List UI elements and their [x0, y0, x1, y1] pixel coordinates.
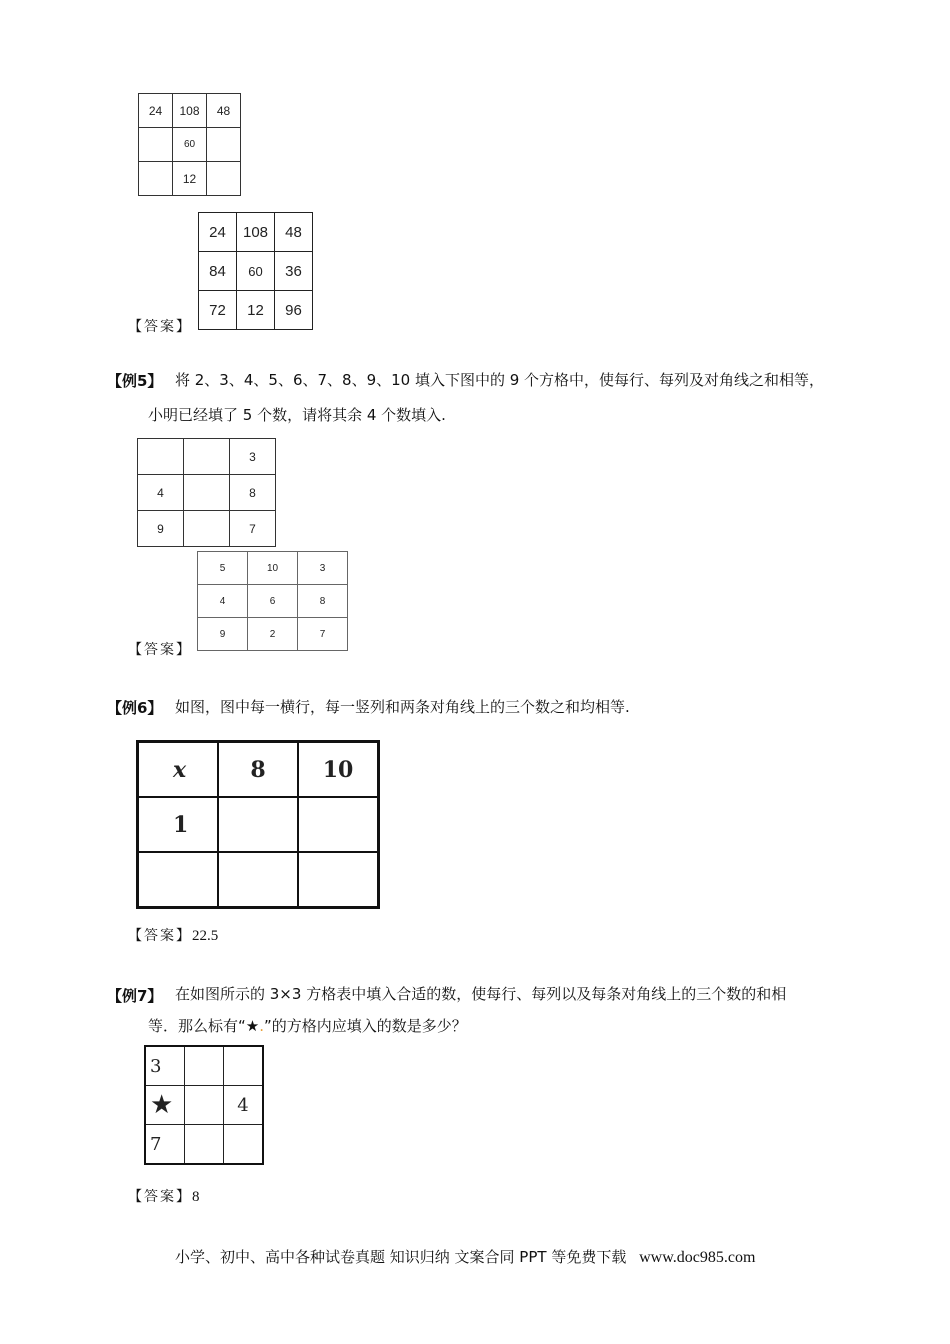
grid-cell: [139, 162, 173, 196]
answer-value: 22.5: [192, 928, 219, 944]
footer: [175, 1246, 755, 1267]
grid-cell: 4: [138, 475, 184, 511]
example7-grid: [144, 1045, 264, 1165]
grid-cell: [218, 852, 298, 908]
example5-label: 【例5】: [107, 372, 163, 390]
grid-cell: 10: [298, 742, 379, 798]
grid-cell-star: [145, 1086, 185, 1125]
grid-cell: [139, 128, 173, 162]
grid-cell: [224, 1125, 264, 1165]
grid-cell: 3: [230, 439, 276, 475]
footer-text: 小学、初中、高中各种试卷真题 知识归纳 文案合同 PPT 等免费下载: [175, 1248, 627, 1266]
answer-label: 【答案】: [128, 642, 192, 658]
grid-cell: 24: [199, 213, 237, 252]
grid-cell: 60: [173, 128, 207, 162]
grid-cell: 7: [230, 511, 276, 547]
example6-text: 如图，图中每一横行，每一竖列和两条对角线上的三个数之和均相等.: [175, 698, 630, 716]
grid-cell: 7: [298, 618, 348, 651]
grid-cell: 108: [237, 213, 275, 252]
grid-cell: [207, 162, 241, 196]
grid-cell: [185, 1046, 224, 1086]
grid-cell: 7: [145, 1125, 185, 1165]
example7-label: 【例7】: [107, 987, 163, 1005]
footer-url[interactable]: www.doc985.com: [639, 1249, 756, 1266]
example5-answer-grid: [197, 551, 348, 651]
grid-cell: 108: [173, 94, 207, 128]
grid-cell: [185, 1125, 224, 1165]
example7-text-line1: 在如图所示的 3×3 方格表中填入合适的数，使每行、每列以及每条对角线上的三个数的和相: [175, 985, 787, 1003]
grid-cell: 48: [275, 213, 313, 252]
grid-cell: [224, 1046, 264, 1086]
grid-cell: 4: [198, 585, 248, 618]
grid-cell-x: x: [138, 742, 219, 798]
example6-answer: [128, 925, 218, 945]
example5-question: [175, 365, 885, 395]
grid-cell: 84: [199, 252, 237, 291]
grid-cell: 8: [218, 742, 298, 798]
grid-cell: 72: [199, 291, 237, 330]
grid-cell: [185, 1086, 224, 1125]
grid-cell: [184, 475, 230, 511]
answer-value: 8: [192, 1189, 200, 1205]
orange-dot: .: [259, 1017, 265, 1035]
grid-puzzle-a: [138, 93, 241, 196]
grid-cell: [184, 511, 230, 547]
grid-cell: 12: [237, 291, 275, 330]
grid-cell: [298, 852, 379, 908]
answer-label: 【答案】: [128, 1189, 192, 1205]
example5-text-line2: 小明已经填了 5 个数，请将其余 4 个数填入.: [148, 406, 446, 424]
grid-cell: 36: [275, 252, 313, 291]
example5-text-line1: 将 2、3、4、5、6、7、8、9、10 填入下图中的 9 个方格中，使每行、每列及对角线之和相等，: [175, 371, 825, 389]
example5-puzzle-grid: [137, 438, 276, 547]
grid-cell: 8: [298, 585, 348, 618]
grid-cell: 1: [138, 797, 219, 852]
example7-text-line2: [148, 1011, 467, 1041]
example7-text-before: 等．那么标有“★: [148, 1017, 260, 1035]
grid-answer-a: [198, 212, 313, 330]
grid-cell: 12: [173, 162, 207, 196]
grid-cell: [207, 128, 241, 162]
grid-cell: 96: [275, 291, 313, 330]
answer-label: 【答案】: [128, 928, 192, 944]
star-icon: ★: [150, 1090, 174, 1120]
grid-cell: 24: [139, 94, 173, 128]
example6-label: 【例6】: [107, 699, 163, 717]
grid-cell: 2: [248, 618, 298, 651]
example6-grid: [136, 740, 380, 909]
grid-cell: 10: [248, 552, 298, 585]
example7-text-after: ”的方格内应填入的数是多少？: [264, 1017, 467, 1035]
grid-cell: 48: [207, 94, 241, 128]
grid-cell: 3: [298, 552, 348, 585]
grid-cell: [298, 797, 379, 852]
answer-label: 【答案】: [128, 319, 192, 335]
grid-cell: [184, 439, 230, 475]
grid-cell: 4: [224, 1086, 264, 1125]
grid-cell: [138, 439, 184, 475]
grid-cell: 8: [230, 475, 276, 511]
grid-cell: 9: [138, 511, 184, 547]
grid-cell: 60: [237, 252, 275, 291]
example7-answer: [128, 1186, 200, 1206]
grid-cell: 5: [198, 552, 248, 585]
grid-cell: [138, 852, 219, 908]
grid-cell: 6: [248, 585, 298, 618]
grid-cell: 9: [198, 618, 248, 651]
grid-cell: [218, 797, 298, 852]
grid-cell: 3: [145, 1046, 185, 1086]
